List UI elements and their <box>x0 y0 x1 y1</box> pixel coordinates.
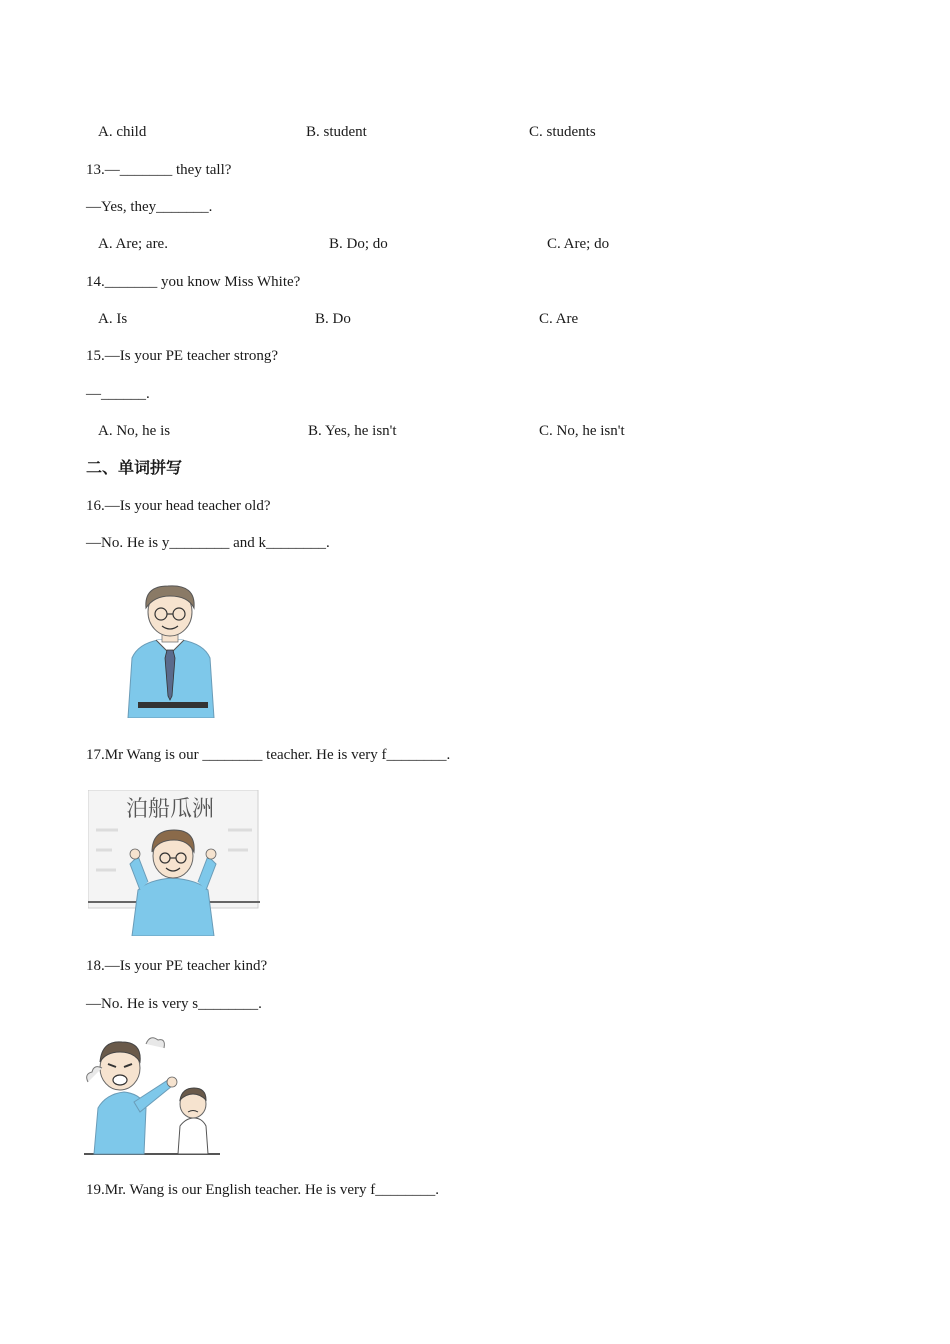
q14-option-c: C. Are <box>539 311 579 327</box>
q14-option-b: B. Do <box>315 311 351 327</box>
q18-answer-line: —No. He is very s________. <box>86 996 262 1012</box>
q12-option-a: A. child <box>98 124 147 140</box>
chinese-teacher-illustration <box>88 790 264 936</box>
strict-teacher-illustration <box>84 1030 224 1164</box>
q15-answer-line: —______. <box>86 386 150 402</box>
q12-option-b: B. student <box>306 124 367 140</box>
q13-option-a: A. Are; are. <box>98 236 168 252</box>
q14-option-a: A. Is <box>98 311 128 327</box>
q17-prompt: 17.Mr Wang is our ________ teacher. He is very f________. <box>86 747 451 763</box>
q12-option-c: C. students <box>529 124 596 140</box>
q15-option-b: B. Yes, he isn't <box>308 423 397 439</box>
q16-answer-line: —No. He is y________ and k________. <box>86 535 330 551</box>
q14-prompt: 14._______ you know Miss White? <box>86 274 301 290</box>
q18-prompt: 18.—Is your PE teacher kind? <box>86 958 268 974</box>
q13-prompt: 13.—_______ they tall? <box>86 162 232 178</box>
q15-option-c: C. No, he isn't <box>539 423 625 439</box>
young-teacher-illustration <box>118 578 222 718</box>
q19-prompt: 19.Mr. Wang is our English teacher. He is very f________. <box>86 1182 440 1198</box>
board-text: 泊船瓜洲 <box>126 797 215 822</box>
q13-option-c: C. Are; do <box>547 236 610 252</box>
q15-prompt: 15.—Is your PE teacher strong? <box>86 348 279 364</box>
q13-option-b: B. Do; do <box>329 236 388 252</box>
q16-prompt: 16.—Is your head teacher old? <box>86 498 271 514</box>
q15-option-a: A. No, he is <box>98 423 171 439</box>
section-heading: 二、单词拼写 <box>86 458 183 477</box>
q13-answer-line: —Yes, they_______. <box>86 199 213 215</box>
